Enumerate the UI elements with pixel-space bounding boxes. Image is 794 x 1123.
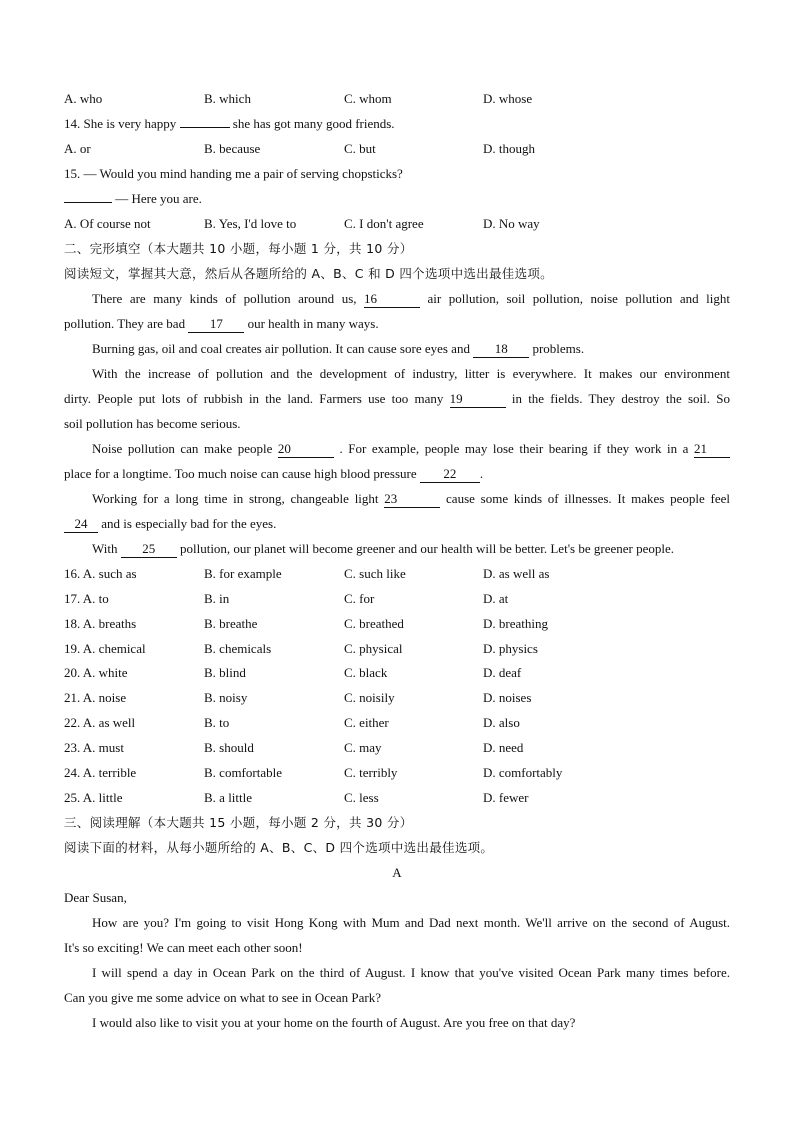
option-d[interactable]: D. physics <box>483 641 538 656</box>
q14-option-d[interactable]: D. though <box>483 141 535 156</box>
passage-text: dirty. People put lots of rubbish in the land. Farmers use too many <box>64 391 450 406</box>
q16-options <box>64 563 730 585</box>
section3-instruction: 阅读下面的材料，从每小题所给的 A、B、C、D 四个选项中选出最佳选项。 <box>64 840 494 855</box>
blank-22[interactable]: 22 <box>420 466 480 483</box>
passage-text: pollution, our planet will become greener and our health will be better. Let's be greener people. <box>176 541 674 556</box>
option-d[interactable]: D. at <box>483 591 509 606</box>
q24-options <box>64 762 730 784</box>
passage-text: Working for a long time in strong, changeable light <box>92 491 385 506</box>
option-d[interactable]: D. deaf <box>483 665 522 680</box>
blank-25[interactable]: 25 <box>121 541 177 558</box>
reading-a-label: A <box>392 865 402 880</box>
option-c[interactable]: C. physical <box>344 641 403 656</box>
q15-options <box>64 213 730 235</box>
q13-option-b[interactable]: B. which <box>204 91 251 106</box>
blank-18[interactable]: 18 <box>473 341 529 358</box>
q14-question <box>64 113 730 135</box>
blank-21[interactable]: 21 <box>694 441 730 458</box>
passage-line-1 <box>64 288 730 310</box>
option-c[interactable]: C. noisily <box>344 690 395 705</box>
passage-text: our health in many ways. <box>244 316 379 331</box>
option-a[interactable]: 18. A. breaths <box>64 616 137 631</box>
q14-text-after: she has got many good friends. <box>229 116 395 131</box>
section3-title: 三、阅读理解（本大题共 15 小题，每小题 2 分，共 30 分） <box>64 815 413 830</box>
q15-option-b[interactable]: B. Yes, I'd love to <box>204 216 297 231</box>
option-d[interactable]: D. comfortably <box>483 765 563 780</box>
q15-answer: — Here you are. <box>112 191 202 206</box>
letter-line-2: It's so exciting! We can meet each other soon! <box>64 940 303 955</box>
option-b[interactable]: B. blind <box>204 665 246 680</box>
q14-option-c[interactable]: C. but <box>344 141 376 156</box>
q22-options <box>64 712 730 734</box>
passage-line-7 <box>64 438 730 460</box>
q13-option-c[interactable]: C. whom <box>344 91 392 106</box>
option-a[interactable]: 20. A. white <box>64 665 128 680</box>
q15-answer-line <box>64 188 730 210</box>
q14-options <box>64 138 730 160</box>
passage-text: Burning gas, oil and coal creates air pollution. It can cause sore eyes and <box>92 341 474 356</box>
blank-16[interactable]: 16 <box>364 291 420 308</box>
letter-line-1: How are you? I'm going to visit Hong Kong with Mum and Dad next month. We'll arrive on the second of August. <box>92 915 730 930</box>
q14-option-b[interactable]: B. because <box>204 141 261 156</box>
q14-option-a[interactable]: A. or <box>64 141 91 156</box>
passage-line-11 <box>64 538 730 560</box>
letter-line-5: I would also like to visit you at your home on the fourth of August. Are you free on that day? <box>92 1015 576 1030</box>
q14-text-before: 14. She is very happy <box>64 116 180 131</box>
option-d[interactable]: D. noises <box>483 690 532 705</box>
q15-blank[interactable] <box>64 202 112 203</box>
passage-text: . <box>479 466 484 481</box>
q19-options <box>64 638 730 660</box>
option-c[interactable]: C. may <box>344 740 382 755</box>
option-d[interactable]: D. breathing <box>483 616 548 631</box>
option-b[interactable]: B. to <box>204 715 230 730</box>
option-b[interactable]: B. should <box>204 740 254 755</box>
passage-text: cause some kinds of illnesses. It makes people feel <box>440 491 730 506</box>
option-a[interactable]: 21. A. noise <box>64 690 127 705</box>
q13-options <box>64 88 730 110</box>
option-d[interactable]: D. fewer <box>483 790 529 805</box>
option-c[interactable]: C. breathed <box>344 616 404 631</box>
q15-option-c[interactable]: C. I don't agree <box>344 216 424 231</box>
option-c[interactable]: C. such like <box>344 566 406 581</box>
q20-options <box>64 662 730 684</box>
option-a[interactable]: 19. A. chemical <box>64 641 146 656</box>
option-d[interactable]: D. as well as <box>483 566 550 581</box>
option-a[interactable]: 25. A. little <box>64 790 123 805</box>
passage-text: air pollution, soil pollution, noise pollution and light <box>420 291 730 306</box>
option-c[interactable]: C. black <box>344 665 388 680</box>
option-b[interactable]: B. in <box>204 591 230 606</box>
option-b[interactable]: B. chemicals <box>204 641 272 656</box>
passage-line-2 <box>64 313 730 335</box>
blank-23[interactable]: 23 <box>384 491 440 508</box>
option-b[interactable]: B. breathe <box>204 616 258 631</box>
option-a[interactable]: 17. A. to <box>64 591 109 606</box>
q21-options <box>64 687 730 709</box>
q14-blank[interactable] <box>180 127 230 128</box>
option-b[interactable]: B. noisy <box>204 690 248 705</box>
option-c[interactable]: C. either <box>344 715 389 730</box>
passage-text: pollution. They are bad <box>64 316 189 331</box>
option-d[interactable]: D. also <box>483 715 520 730</box>
option-a[interactable]: 23. A. must <box>64 740 124 755</box>
passage-text: There are many kinds of pollution around us, <box>92 291 365 306</box>
passage-line-3 <box>64 338 730 360</box>
passage-line-6: soil pollution has become serious. <box>64 416 241 431</box>
passage-text: and is especially bad for the eyes. <box>98 516 277 531</box>
blank-17[interactable]: 17 <box>188 316 244 333</box>
passage-text: problems. <box>529 341 585 356</box>
passage-line-10 <box>64 513 730 535</box>
passage-line-9 <box>64 488 730 510</box>
blank-19[interactable]: 19 <box>450 391 506 408</box>
passage-line-4: With the increase of pollution and the development of industry, litter is everywhere. It makes our environment <box>92 366 730 381</box>
q17-options <box>64 588 730 610</box>
letter-line-3: I will spend a day in Ocean Park on the third of August. I know that you've visited Ocean Park many times before. <box>92 965 730 980</box>
option-b[interactable]: B. for example <box>204 566 282 581</box>
letter-line-4: Can you give me some advice on what to see in Ocean Park? <box>64 990 381 1005</box>
q13-option-d[interactable]: D. whose <box>483 91 533 106</box>
q15-option-a[interactable]: A. Of course not <box>64 216 151 231</box>
blank-20[interactable]: 20 <box>278 441 334 458</box>
section2-instruction: 阅读短文，掌握其大意，然后从各题所给的 A、B、C 和 D 四个选项中选出最佳选项。 <box>64 266 553 281</box>
blank-24[interactable]: 24 <box>64 516 98 533</box>
passage-text: . For example, people may lose their bearing if they work in a <box>333 441 694 456</box>
passage-line-5 <box>64 388 730 410</box>
passage-text: With <box>92 541 121 556</box>
q15-question: 15. — Would you mind handing me a pair of serving chopsticks? <box>64 166 403 181</box>
option-c[interactable]: C. for <box>344 591 375 606</box>
option-c[interactable]: C. terribly <box>344 765 398 780</box>
option-b[interactable]: B. comfortable <box>204 765 282 780</box>
q18-options <box>64 613 730 635</box>
option-d[interactable]: D. need <box>483 740 524 755</box>
passage-text: place for a longtime. Too much noise can cause high blood pressure <box>64 466 420 481</box>
letter-salutation: Dear Susan, <box>64 890 127 905</box>
q15-option-d[interactable]: D. No way <box>483 216 540 231</box>
passage-text: Noise pollution can make people <box>92 441 278 456</box>
passage-line-8 <box>64 463 730 485</box>
q13-option-a[interactable]: A. who <box>64 91 103 106</box>
q25-options <box>64 787 730 809</box>
option-b[interactable]: B. a little <box>204 790 253 805</box>
option-a[interactable]: 22. A. as well <box>64 715 136 730</box>
option-a[interactable]: 24. A. terrible <box>64 765 137 780</box>
q23-options <box>64 737 730 759</box>
option-a[interactable]: 16. A. such as <box>64 566 137 581</box>
option-c[interactable]: C. less <box>344 790 379 805</box>
section2-title: 二、完形填空（本大题共 10 小题，每小题 1 分，共 10 分） <box>64 241 413 256</box>
passage-text: in the fields. They destroy the soil. So <box>505 391 730 406</box>
